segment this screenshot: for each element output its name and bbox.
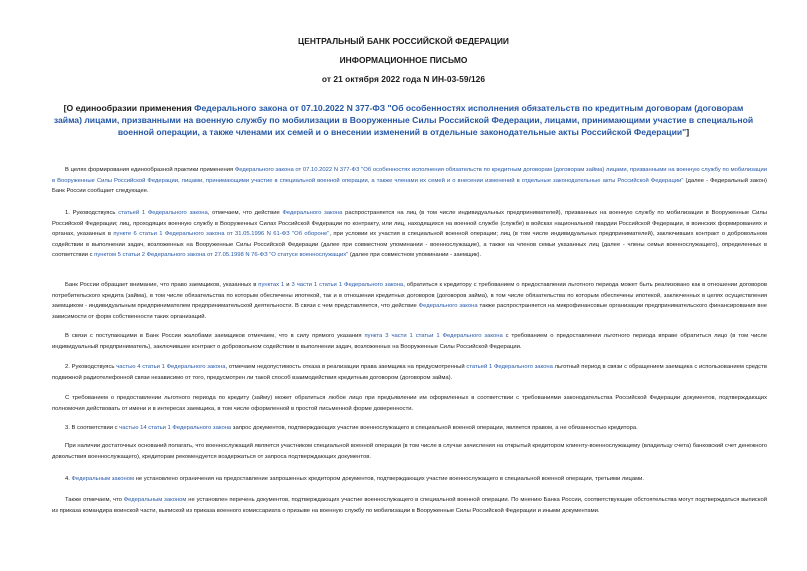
law-reference-link[interactable]: Федерального закона	[282, 210, 343, 216]
law-reference-link[interactable]: статьей 1 Федерального закона	[466, 364, 553, 370]
document-type: ИНФОРМАЦИОННОЕ ПИСЬМО	[339, 55, 468, 65]
paragraph-text: не установлен перечень документов, подтверждающих участие военнослужащего в специальной военной операции. По мнению Банка России, соответствующие обстоятельства могут подтверждаться выпиской из приказа командира воинской части, выпиской из приказа военного комиссариата о призыве на военную службу по мобилизации в Вооруженные Силы Российской Федерации и иными документами.	[52, 497, 767, 514]
paragraph-text: Также отмечаем, что	[65, 497, 124, 503]
paragraph-text: запрос документов, подтверждающих участие военнослужащего в специальной военной операции, является правом, а не обязанностью кредитора.	[231, 425, 638, 431]
paragraph-7	[52, 441, 767, 462]
law-reference-link[interactable]: пункта 3 части 1 статьи 1 Федерального закона	[364, 333, 503, 339]
paragraph-text: , обратиться к кредитору с требованием о предоставлении льготного периода может быть реализовано как в отношении договоров потребительского кредита (займа), в том числе обязательства по которым обеспечены ипотекой, так и в отношении кредитных договоров (договоров займа), в том числе обязательства по которым обеспечены ипотекой, заключенных в целях осуществления заемщиком - индивидуальным предпринимателем предпринимательской деятельности. В связи с чем представляется, что действие	[52, 282, 768, 310]
law-reference-link[interactable]: частью 4 статьи 1 Федерального закона	[116, 364, 226, 370]
paragraph-text: не установлено ограничения на предоставление запрошенных кредитором документов, подтверждающих участие военнослужащего в специальной военной операции, третьими лицами.	[134, 476, 645, 482]
paragraph-text: распространяется на лиц (в том числе индивидуальных предпринимателей), призванных на военную службу по мобилизации в Вооруженные Силы Российской Федерации; лиц, проходящих военную службу в Вооруженных Силах Российской Федерации по контракту, или лиц, находящихся на военной службе (службе) в войсках национальной гвардии Российской Федерации, в воинских формированиях и органах, указанных в	[52, 210, 767, 238]
law-reference-link[interactable]: 3 части 1 статьи 1 Федерального закона	[291, 282, 404, 288]
paragraph-3	[52, 331, 767, 352]
paragraph-text: 2. Руководствуясь	[65, 364, 117, 370]
paragraph-text: и	[284, 282, 292, 288]
paragraph-text: , отмечаем, что действие	[207, 210, 283, 216]
law-reference-link[interactable]: пунктом 5 статьи 2 Федерального закона от 27.05.1998 N 76-ФЗ "О статусе военнослужащих"	[94, 252, 349, 259]
document-title	[52, 102, 755, 139]
title-close: ]	[686, 127, 690, 138]
paragraph-text: , отмечаем недопустимость отказа в реализации права заемщика на предусмотренный	[225, 364, 467, 370]
paragraph-2	[52, 280, 767, 322]
paragraph-text: (далее - Федеральный закон) Банк России сообщает следующее.	[52, 177, 767, 195]
document-date-number: от 21 октября 2022 года N ИН-03-59/126	[321, 74, 486, 84]
paragraph-text: 4.	[65, 476, 72, 482]
paragraph-text: При наличии достаточных оснований полагать, что военнослужащий является участником специальной военной операции (в том числе в случае зачисления на открытый кредитором клиенту-военнослужащему (владельцу счета) банковский счет денежного довольствия военнослужащего), кредиторам рекомендуется воздержаться от запроса подтверждающих документов.	[52, 443, 767, 460]
title-open: [О единообразии применения	[63, 103, 195, 113]
law-reference-link[interactable]: статьей 1 Федерального закона	[118, 210, 208, 216]
paragraph-text: , при условии их участия в специальной военной операции; лиц (в том числе индивидуальных предпринимателей), заключивших контракт о добровольном содействии в выполнении задач, возложенных на Вооруженные Силы Российской Федерации (далее при совместном упоминании - военнослужащие), а также на членов семьи указанных лиц (далее - члены семьи военнослужащего), определенных в соответствии с	[52, 231, 767, 259]
paragraph-text: льготный период в связи с обращением заемщика с использованием средств подвижной радиотелефонной связи независимо от того, предусмотрен ли такой способ взаимодействия кредитным договором (договором займа).	[52, 364, 767, 381]
paragraph-1	[52, 208, 767, 261]
law-reference-link[interactable]: Федерального закона от 07.10.2022 N 377-ФЗ "Об особенностях исполнения обязательств по кредитным договорам (договорам займа) лицами, призванными на военную службу по мобилизации в Вооруженные Силы Российской Федерации, лицами, принимающими участие в специальной военной операции, а также членами их семей и о внесении изменений в отдельные законодательные акты Российской Федерации"	[52, 167, 767, 184]
paragraph-intro	[52, 165, 767, 197]
paragraph-5	[52, 393, 767, 414]
paragraph-8	[52, 474, 767, 485]
law-reference-link[interactable]: Федеральным законом	[123, 497, 187, 503]
law-reference-link[interactable]: частью 14 статьи 1 Федерального закона	[119, 425, 232, 431]
paragraph-4	[52, 362, 767, 383]
paragraph-text: с требованием о предоставлении льготного периода вправе обратиться лицо (в том числе индивидуальный предприниматель), заключившее контракт о добровольном содействии в выполнении задач, возложенных на Вооруженные Силы Российской Федерации.	[52, 333, 767, 350]
law-reference-link[interactable]: Федерального закона	[418, 303, 478, 310]
paragraph-9	[52, 495, 767, 516]
paragraph-6	[52, 423, 767, 434]
law-reference-link[interactable]: пунктах 1	[258, 282, 285, 288]
law-reference-link[interactable]: пункте 6 статьи 1 Федерального закона от 31.05.1996 N 61-ФЗ "Об обороне"	[113, 231, 330, 238]
paragraph-text: В связи с поступающими в Банк России жалобами заемщиков отмечаем, что в силу прямого указания	[65, 333, 365, 339]
paragraph-text: (далее при совместном упоминании - заемщик).	[348, 252, 482, 259]
paragraph-text: Банк России обращает внимание, что право заемщиков, указанных в	[65, 282, 259, 288]
paragraph-text: 1. Руководствуясь	[65, 210, 119, 216]
bank-name: ЦЕНТРАЛЬНЫЙ БАНК РОССИЙСКОЙ ФЕДЕРАЦИИ	[298, 36, 509, 46]
title-law-link[interactable]: Федерального закона от 07.10.2022 N 377-ФЗ "Об особенностях исполнения обязательств по кредитным договорам (договорам займа) лицами, призванными на военную службу по мобилизации в Вооруженные Силы Российской Федерации, лицами, принимающими участие в специальной военной операции, а также членами их семей и о внесении изменений в отдельные законодательные акты Российской Федерации"	[53, 103, 754, 138]
paragraph-text: 3. В соответствии с	[65, 425, 120, 431]
paragraph-text: также распространяется на микрофинансовые организации предпринимательского финансирования вне зависимости от форм собственности таких организаций.	[52, 303, 767, 320]
law-reference-link[interactable]: Федеральным законом	[71, 476, 135, 482]
paragraph-text: С требованием о предоставлении льготного периода по кредиту (займу) может обратиться любое лицо при предъявлении им оформленных в соответствии с требованиями законодательства Российской Федерации документов, подтверждающих полномочия действовать от имени и в интересах заемщика, в том числе оформленной в простой письменной форме доверенности.	[52, 395, 767, 412]
paragraph-text: В целях формирования единообразной практики применения	[65, 167, 235, 173]
